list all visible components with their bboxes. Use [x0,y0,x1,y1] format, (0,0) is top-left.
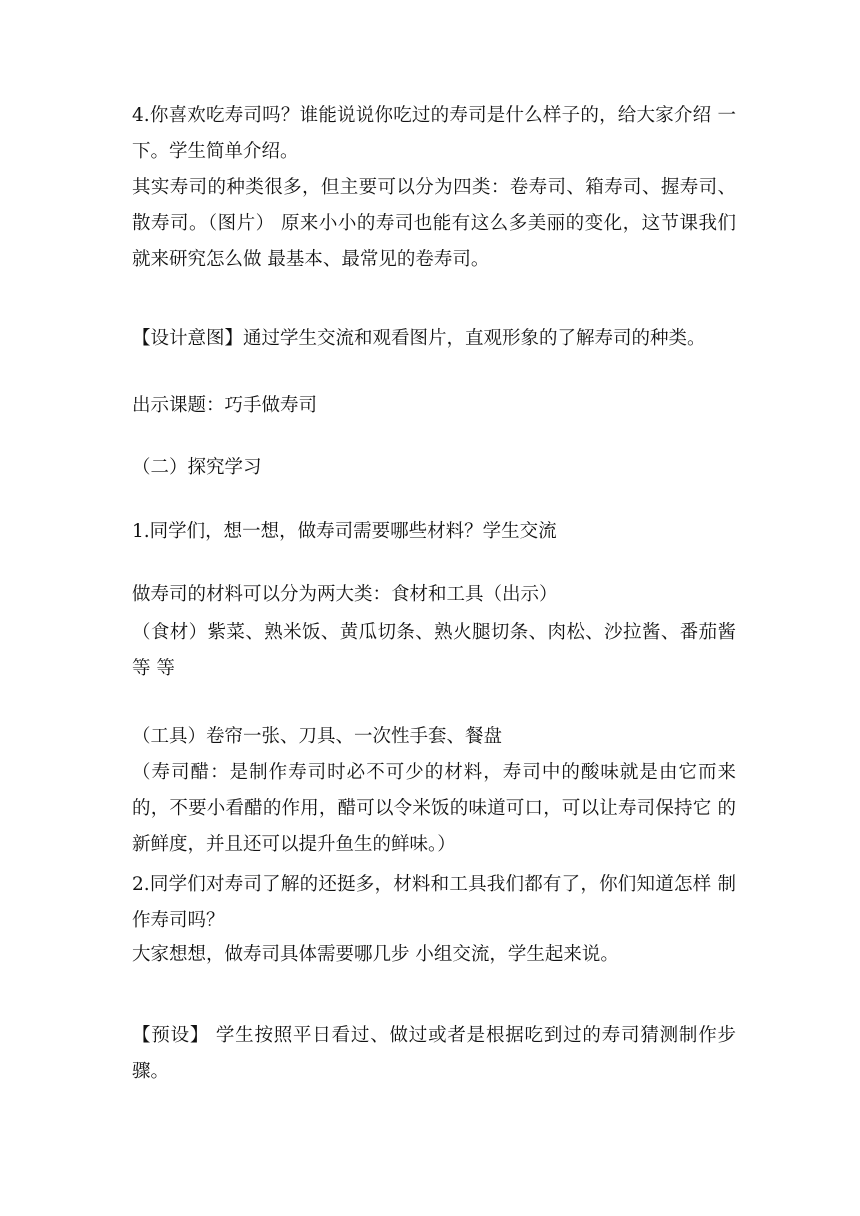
paragraph-sushi-types: 其实寿司的种类很多，但主要可以分为四类：卷寿司、箱寿司、握寿司、 散寿司。（图片） 原来小小的寿司也能有这么多美丽的变化，这节课我们就来研究怎么做 最基本、最常见的卷寿司。 [132,177,736,270]
paragraph-topic: 出示课题：巧手做寿司 [132,395,318,416]
paragraph-design-intent: 【设计意图】通过学生交流和观看图片，直观形象的了解寿司的种类。 [132,328,706,349]
paragraph-sushi-vinegar: （寿司醋：是制作寿司时必不可少的材料，寿司中的酸味就是由它而来 的，不要小看醋的作用，醋可以令米饭的味道可口，可以让寿司保持它 的新鲜度，并且还可以提升鱼生的鲜味。） [132,762,736,855]
paragraph-preset: 【预设】 学生按照平日看过、做过或者是根据吃到过的寿司猜测制作步骤。 [132,1025,736,1082]
section-heading-explore: （二）探究学习 [132,457,262,478]
paragraph-ingredients: （食材）紫菜、熟米饭、黄瓜切条、熟火腿切条、肉松、沙拉酱、番茄酱等 等 [132,622,736,679]
paragraph-materials-categories: 做寿司的材料可以分为两大类：食材和工具（出示） [132,584,558,605]
paragraph-tools: （工具）卷帘一张、刀具、一次性手套、餐盘 [132,726,503,747]
paragraph-question-method: 2.同学们对寿司了解的还挺多，材料和工具我们都有了，你们知道怎样 制作寿司吗？ [132,874,736,931]
paragraph-question-4: 4.你喜欢吃寿司吗？谁能说说你吃过的寿司是什么样子的，给大家介绍 一下。学生简单介绍。 [132,105,736,162]
paragraph-group-discussion: 大家想想，做寿司具体需要哪几步 小组交流，学生起来说。 [132,944,619,965]
paragraph-question-materials: 1.同学们，想一想，做寿司需要哪些材料？学生交流 [132,521,557,542]
